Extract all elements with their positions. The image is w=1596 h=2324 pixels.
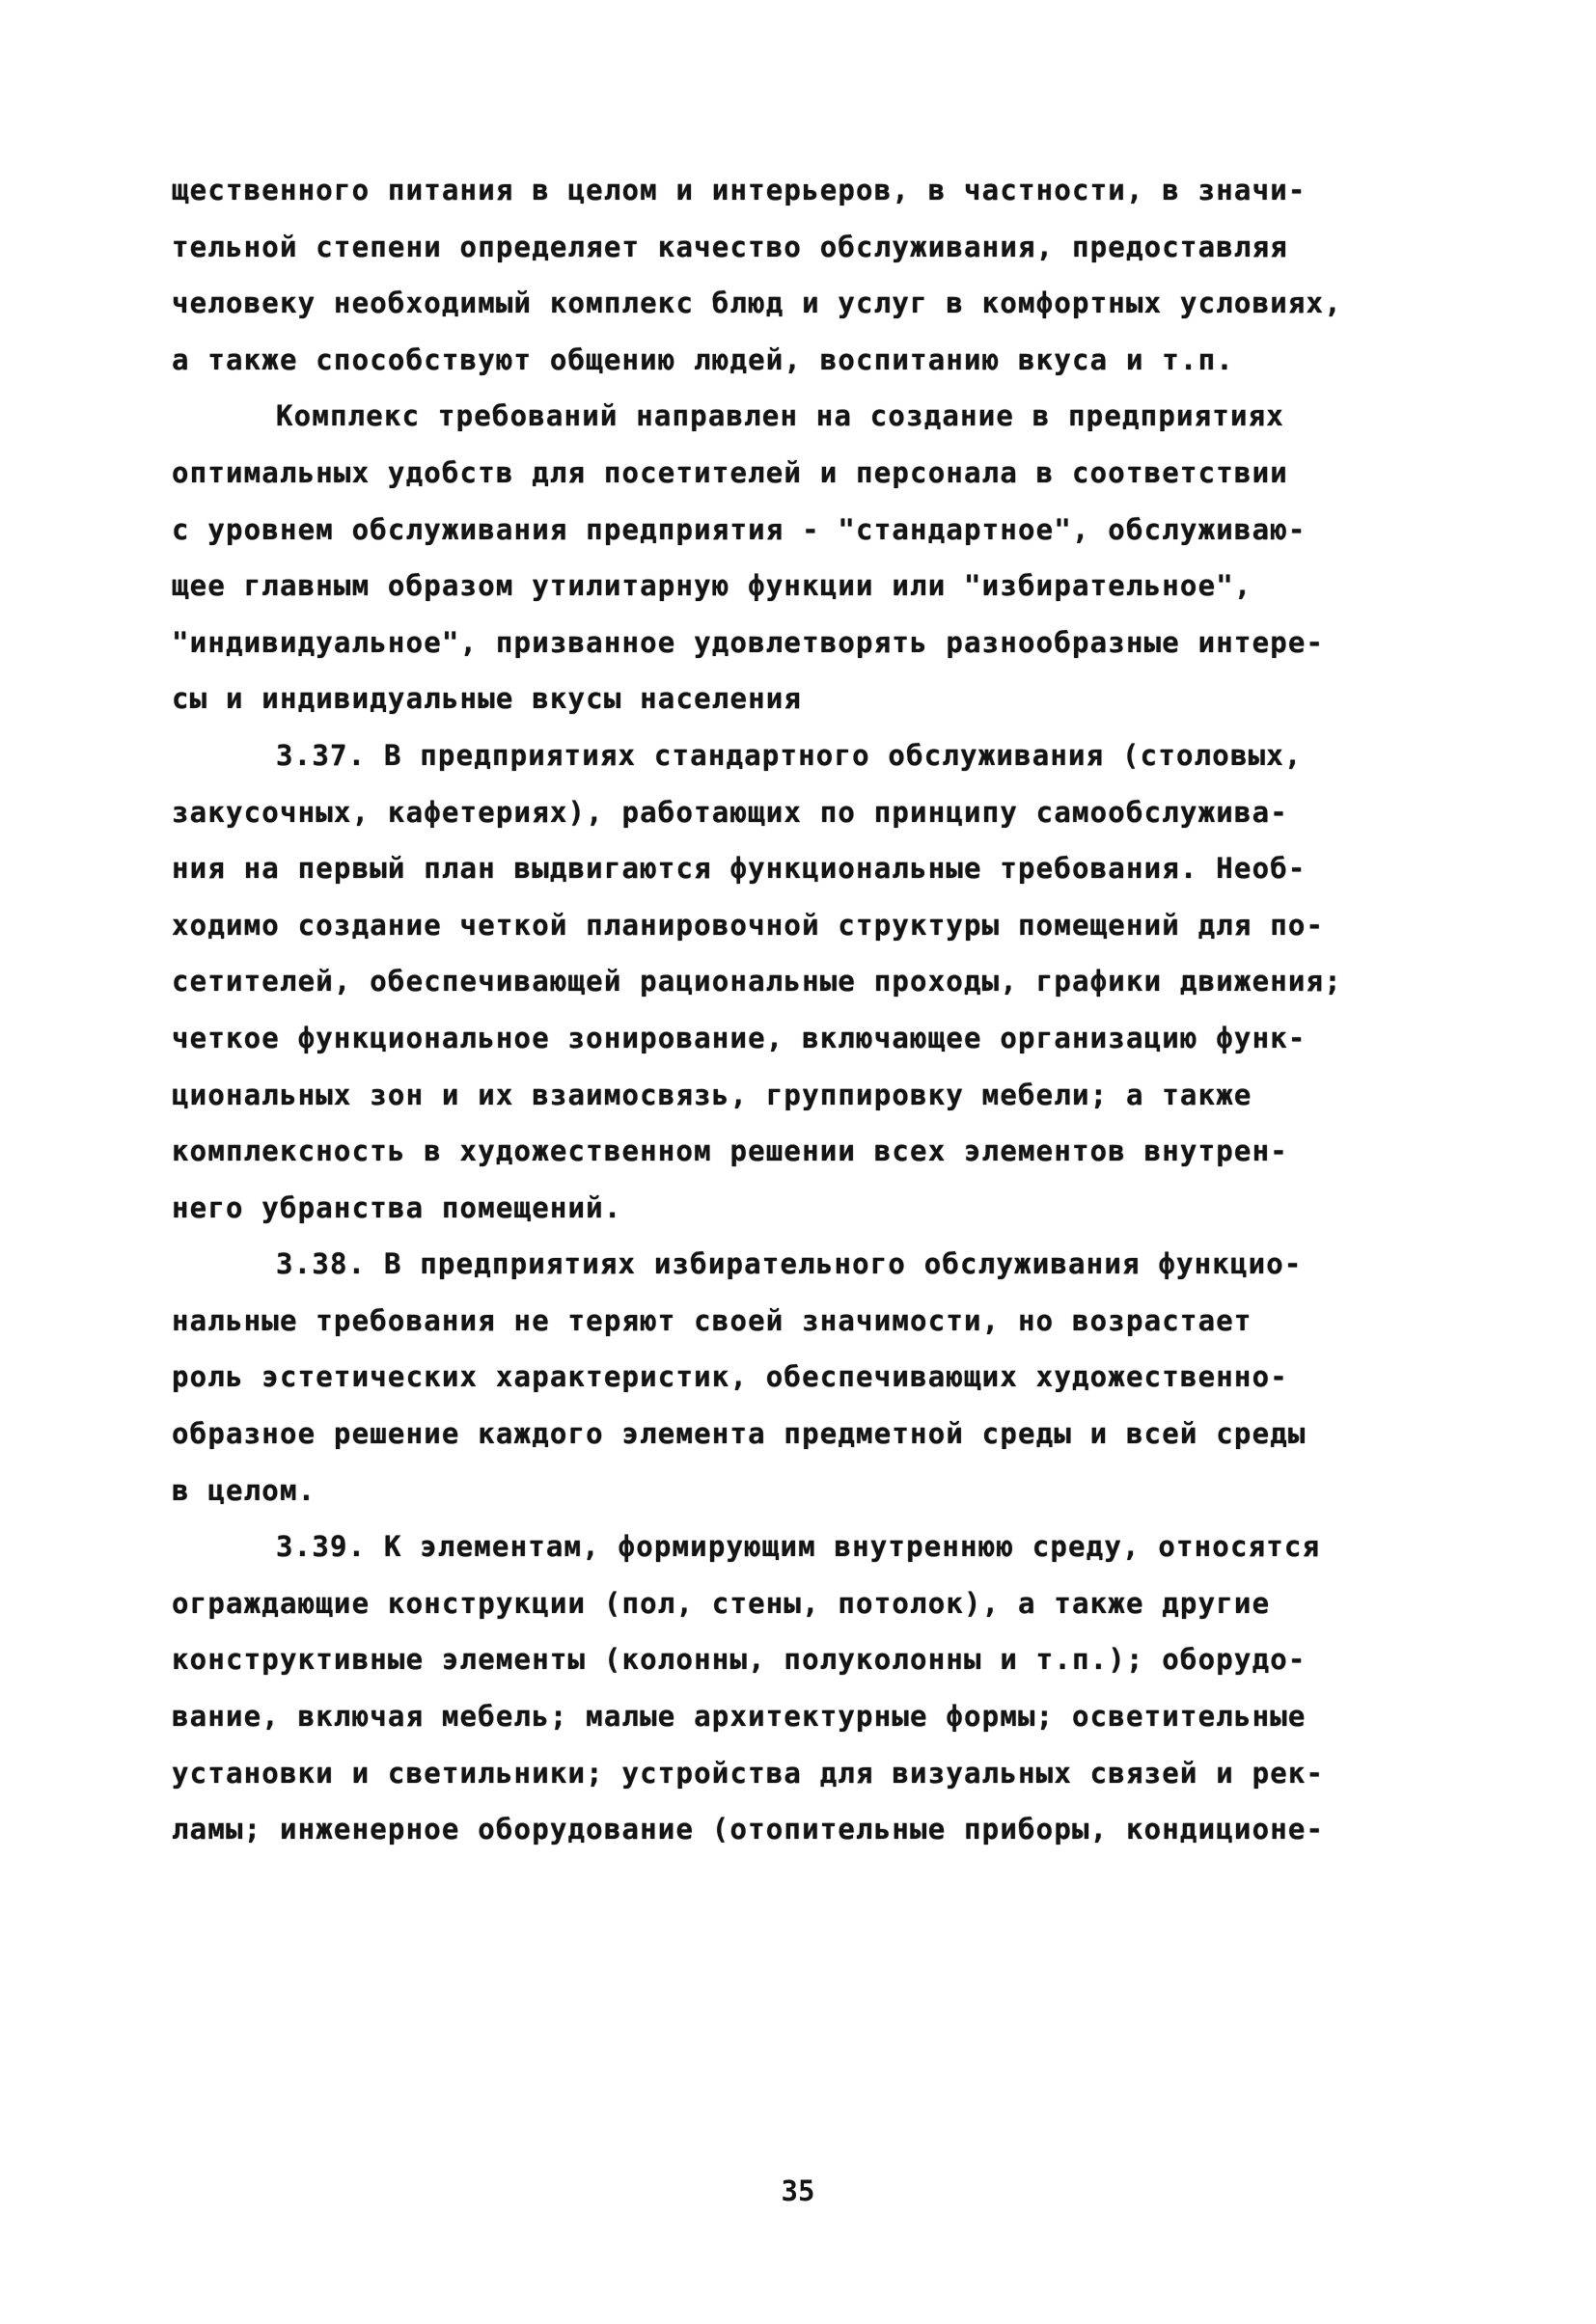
text-line: в целом. bbox=[172, 1473, 316, 1507]
section-3-39-first-line: 3.39. К элементам, формирующим внутреннюю среду, относятся bbox=[276, 1530, 1321, 1564]
text-line: оптимальных удобств для посетителей и персонала в соответствии bbox=[172, 455, 1288, 489]
paragraph-first-line: Комплекс требований направлен на создание в предприятиях bbox=[276, 399, 1284, 433]
text-line: четкое функциональное зонирование, включающее организацию функ- bbox=[172, 1021, 1307, 1054]
text-line: образное решение каждого элемента предметной среды и всей среды bbox=[172, 1417, 1307, 1451]
text-line: установки и светильники; устройства для визуальных связей и рек- bbox=[172, 1756, 1325, 1790]
text-line: нальные требования не теряют своей значимости, но возрастает bbox=[172, 1303, 1252, 1337]
page-number: 35 bbox=[781, 2174, 815, 2207]
text-line: него убранства помещений. bbox=[172, 1190, 622, 1224]
section-3-37-first-line: 3.37. В предприятиях стандартного обслуживания (столовых, bbox=[276, 738, 1303, 772]
text-line: "индивидуальное", призванное удовлетворять разнообразные интере- bbox=[172, 625, 1325, 659]
text-line: ния на первый план выдвигаются функциональные требования. Необ- bbox=[172, 852, 1307, 886]
text-line: щественного питания в целом и интерьеров, в частности, в значи- bbox=[172, 174, 1307, 206]
text-line: с уровнем обслуживания предприятия - "стандартное", обслуживаю- bbox=[172, 512, 1307, 546]
text-line: роль эстетических характеристик, обеспечивающих художественно- bbox=[172, 1360, 1288, 1394]
text-line: а также способствуют общению людей, воспитанию вкуса и т.п. bbox=[172, 342, 1234, 376]
text-line: циональных зон и их взаимосвязь, группировку мебели; а также bbox=[172, 1078, 1252, 1111]
text-line: тельной степени определяет качество обслуживания, предоставляя bbox=[172, 230, 1288, 263]
text-line: ходимо создание четкой планировочной структуры помещений для по- bbox=[172, 908, 1325, 942]
section-3-38-first-line: 3.38. В предприятиях избирательного обслуживания функцио- bbox=[276, 1247, 1303, 1281]
text-line: сетителей, обеспечивающей рациональные проходы, графики движения; bbox=[172, 965, 1342, 998]
text-line: ограждающие конструкции (пол, стены, потолок), а также другие bbox=[172, 1586, 1271, 1620]
text-line: конструктивные элементы (колонны, полуколонны и т.п.); оборудо- bbox=[172, 1643, 1307, 1677]
text-line: щее главным образом утилитарную функции или "избирательное", bbox=[172, 569, 1252, 603]
text-line: ламы; инженерное оборудование (отопительные приборы, кондиционе- bbox=[172, 1813, 1325, 1846]
text-line: закусочных, кафетериях), работающих по принципу самообслужива- bbox=[172, 795, 1288, 829]
document-body bbox=[172, 162, 1445, 1858]
text-line: сы и индивидуальные вкусы населения bbox=[172, 682, 803, 716]
text-line: вание, включая мебель; малые архитектурные формы; осветительные bbox=[172, 1700, 1307, 1734]
text-line: человеку необходимый комплекс блюд и услуг в комфортных условиях, bbox=[172, 287, 1342, 320]
text-line: комплексность в художественном решении всех элементов внутрен- bbox=[172, 1135, 1288, 1168]
